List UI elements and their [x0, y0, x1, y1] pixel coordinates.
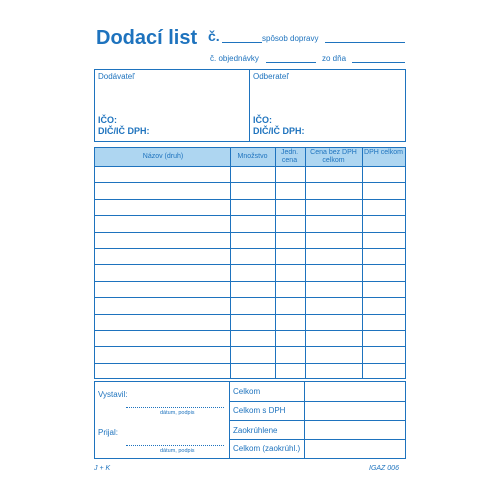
- customer-dic-label: DIČ/IČ DPH:: [253, 126, 305, 136]
- table-row-line: [94, 297, 406, 298]
- supplier-label: Dodávateľ: [98, 72, 135, 81]
- order-date-label: zo dňa: [322, 54, 347, 63]
- totals-row-line-2: [229, 420, 405, 421]
- received-label: Prijal:: [98, 428, 119, 437]
- received-signature-line[interactable]: [126, 445, 224, 446]
- shipping-label: spôsob dopravy: [262, 34, 319, 43]
- table-row-line: [94, 363, 406, 364]
- table-row-line: [94, 166, 406, 167]
- customer-label: Odberateľ: [253, 72, 289, 81]
- totals-row-line-1: [229, 401, 405, 402]
- table-row-line: [94, 314, 406, 315]
- total-label: Celkom: [233, 387, 261, 396]
- table-row-line: [94, 281, 406, 282]
- table-row-line: [94, 248, 406, 249]
- form-publisher-code: J + K: [94, 465, 111, 472]
- issued-date-sign-label: dátum, podpis: [160, 410, 195, 416]
- col-header-quantity: Množstvo: [237, 153, 268, 160]
- col-header-name: Názov (druh): [142, 153, 184, 160]
- issued-signature-line[interactable]: [126, 407, 224, 408]
- total-rounded-label: Celkom (zaokrúhl.): [233, 444, 301, 453]
- table-row-line: [94, 232, 406, 233]
- table-row-line: [94, 330, 406, 331]
- received-date-sign-label: dátum, podpis: [160, 448, 195, 454]
- shipping-field-line[interactable]: [325, 42, 405, 43]
- col-header-vat-total: DPH celkom: [364, 149, 403, 156]
- issued-label: Vystavil:: [98, 390, 128, 399]
- order-date-field-line[interactable]: [352, 62, 405, 63]
- col-header-unit-price: Jedn. cena: [280, 149, 299, 164]
- number-field-line[interactable]: [222, 42, 262, 43]
- table-row-line: [94, 346, 406, 347]
- supplier-ico-label: IČO:: [98, 115, 117, 125]
- col-header-net-total: Cena bez DPH celkom: [310, 149, 357, 164]
- parties-divider: [249, 69, 250, 142]
- total-vat-label: Celkom s DPH: [233, 406, 286, 415]
- form-catalog-code: IGAZ 006: [369, 465, 399, 472]
- number-label: č.: [208, 28, 220, 44]
- table-row-line: [94, 182, 406, 183]
- table-row-line: [94, 199, 406, 200]
- table-row-line: [94, 215, 406, 216]
- table-row-line: [94, 264, 406, 265]
- rounded-label: Zaokrúhlene: [233, 426, 278, 435]
- order-number-label: č. objednávky: [210, 54, 259, 63]
- customer-ico-label: IČO:: [253, 115, 272, 125]
- order-number-field-line[interactable]: [266, 62, 316, 63]
- totals-row-line-3: [229, 439, 405, 440]
- document-title: Dodací list: [96, 27, 198, 49]
- supplier-dic-label: DIČ/IČ DPH:: [98, 126, 150, 136]
